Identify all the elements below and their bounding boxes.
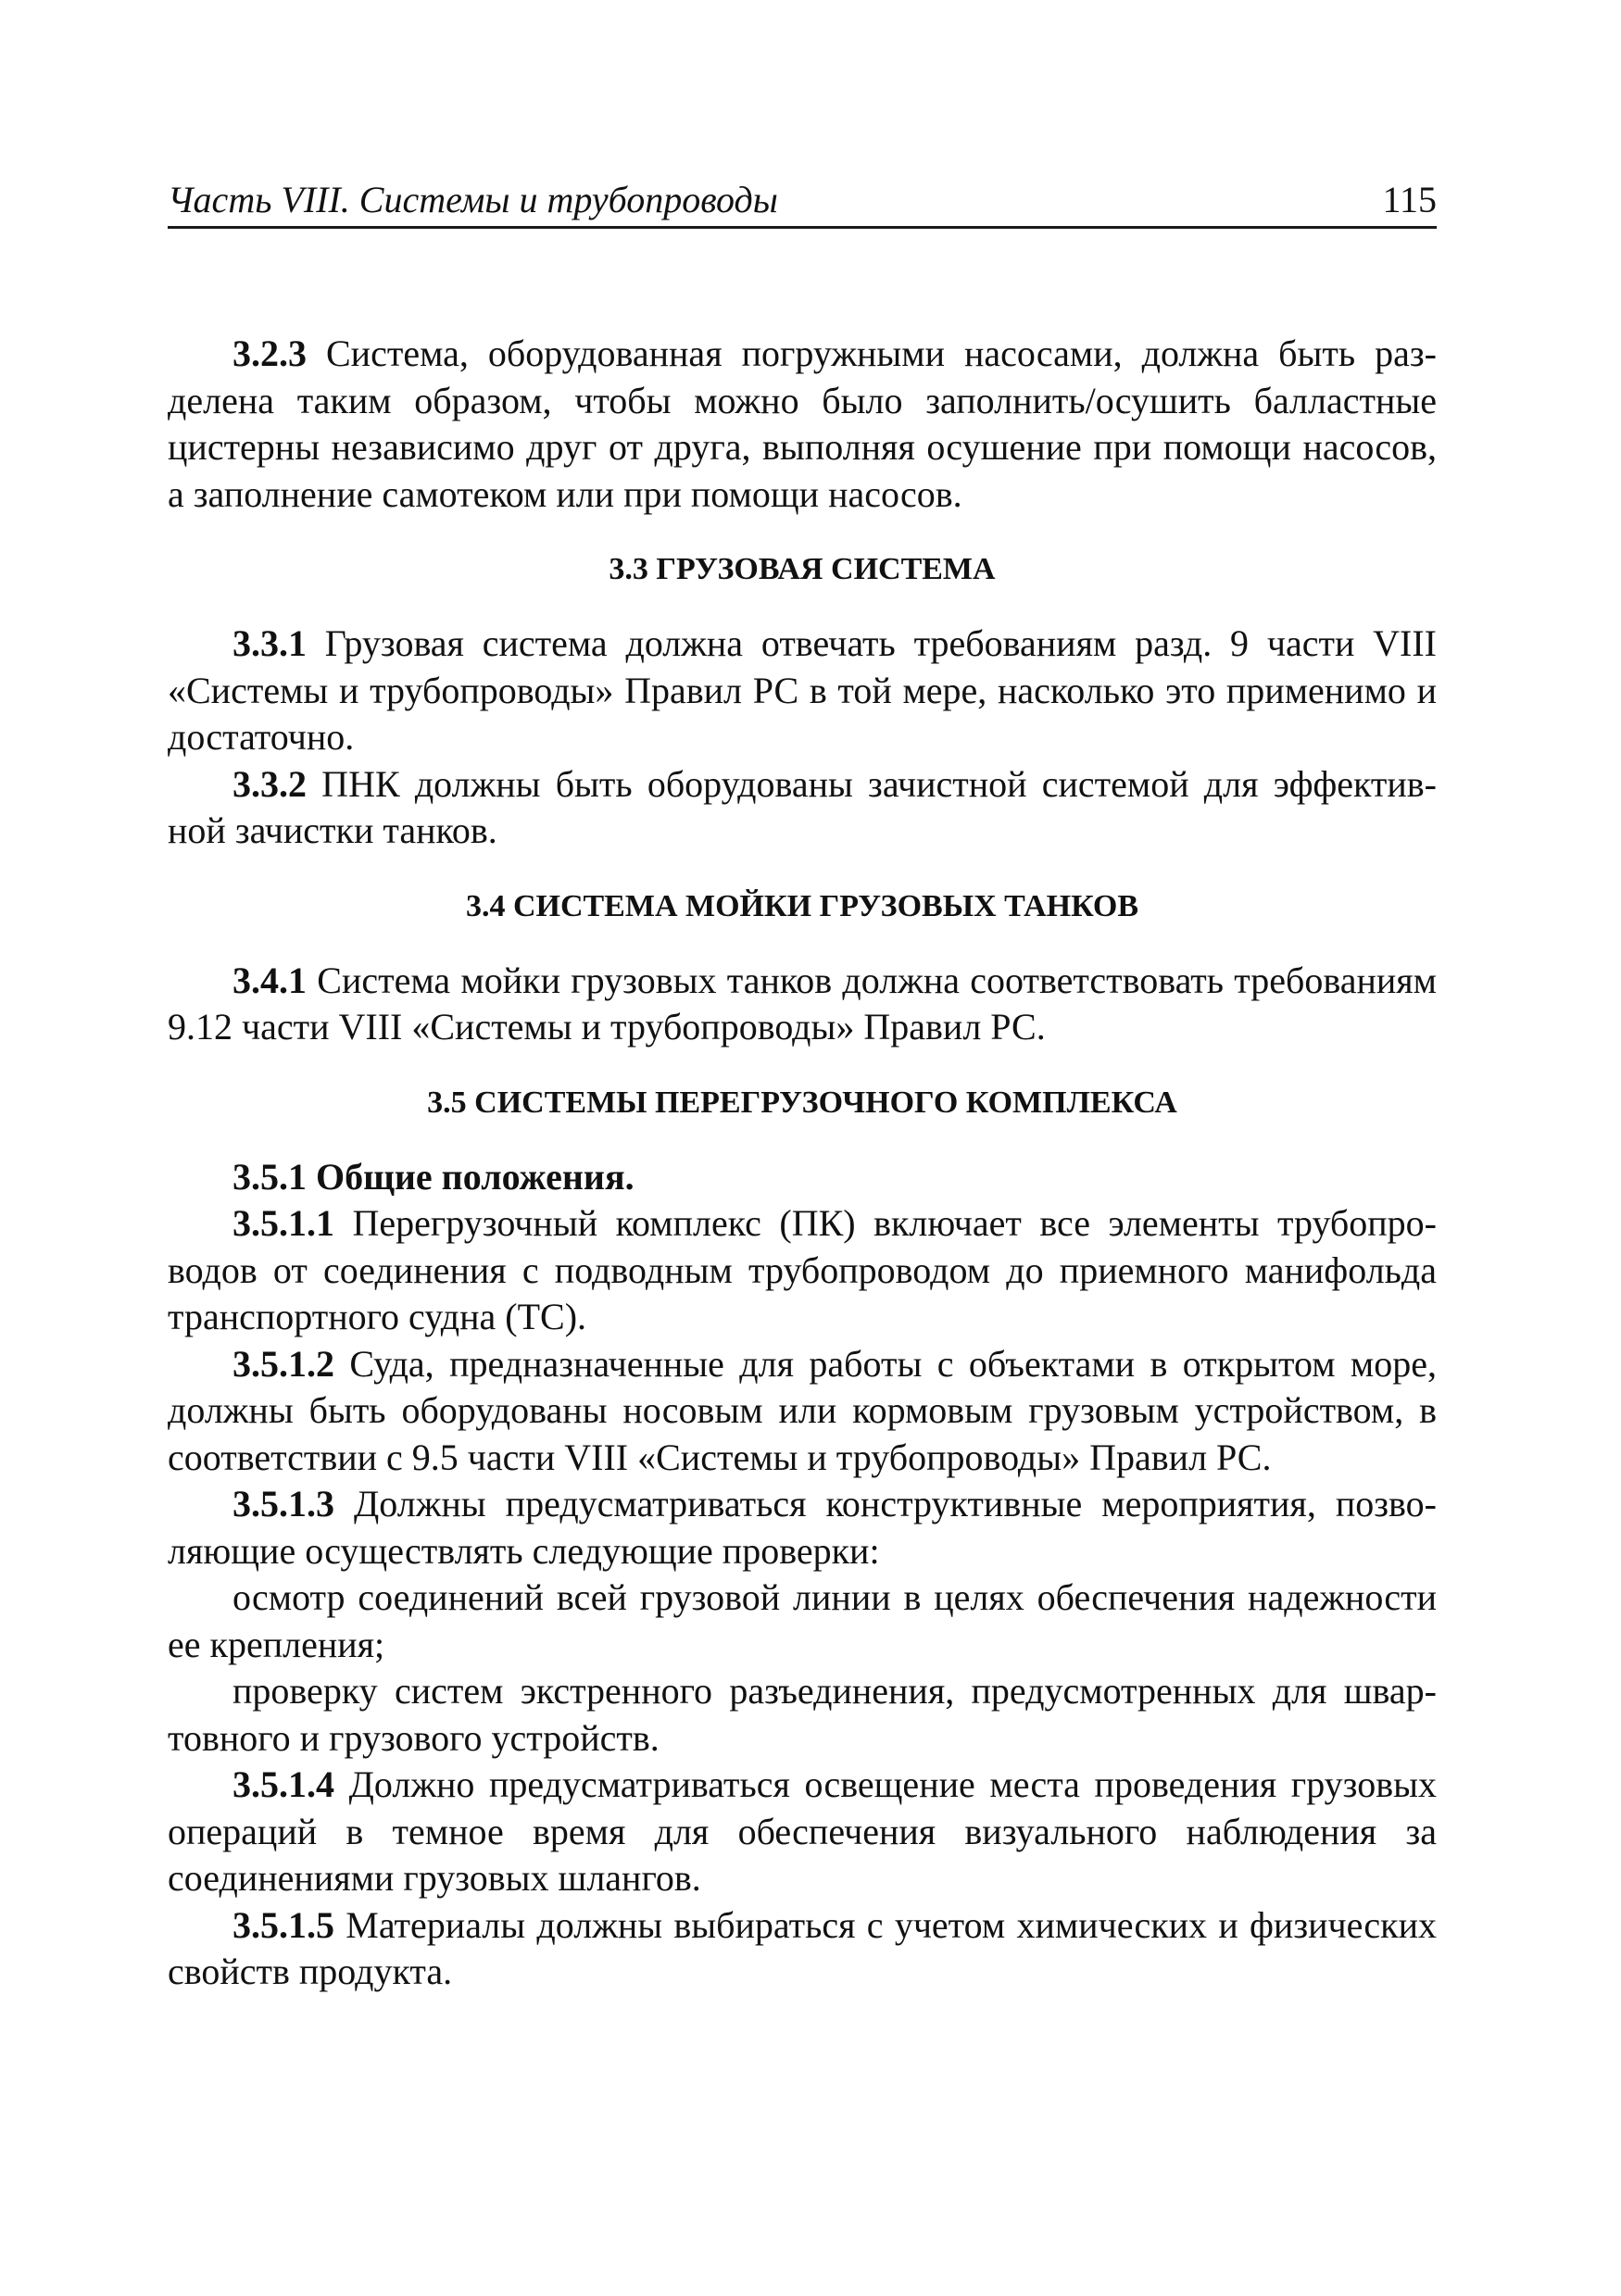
paragraph-text: осмотр соединений всей грузовой линии в целях обеспечения надежности ее крепления; bbox=[168, 1576, 1437, 1665]
paragraph-text: Материалы должны выбираться с учетом химических и физических свойств продукта. bbox=[168, 1903, 1437, 1992]
paragraph-text: проверку систем экстренного разъединения, предусмотренных для швартовного и грузового устройств. bbox=[168, 1670, 1437, 1759]
list-item-inspection bbox=[168, 1575, 1437, 1668]
paragraph-text: Должно предусматриваться освещение места проведения грузовых операций в темное время для обеспечения визуального наблюдения за соединениями грузовых шлангов. bbox=[168, 1763, 1437, 1899]
clause-number: 3.2.3 bbox=[232, 332, 307, 374]
paragraph-text: Должны предусматриваться конструктивные мероприятия, позволяющие осуществлять следующие проверки: bbox=[168, 1483, 1437, 1572]
section-heading-3-4: 3.4 СИСТЕМА МОЙКИ ГРУЗОВЫХ ТАНКОВ bbox=[465, 888, 1139, 923]
paragraph-3-3-2 bbox=[168, 761, 1437, 855]
clause-number: 3.5.1.5 bbox=[232, 1903, 334, 1946]
running-header bbox=[168, 174, 1437, 229]
clause-number: 3.3.1 bbox=[232, 622, 307, 664]
paragraph-3-3-1 bbox=[168, 621, 1437, 761]
subsection-heading-3-5-1 bbox=[168, 1154, 1437, 1201]
paragraph-text: Система мойки грузовых танков должна соответствовать требованиям 9.12 части VIII «Системы и трубопроводы» Правил РС. bbox=[168, 959, 1437, 1048]
section-heading-3-3: 3.3 ГРУЗОВАЯ СИСТЕМА bbox=[609, 552, 996, 586]
paragraph-3-5-1-1 bbox=[168, 1200, 1437, 1341]
running-title: Часть VIII. Системы и трубопроводы bbox=[168, 179, 778, 220]
clause-number: 3.3.2 bbox=[232, 762, 307, 805]
paragraph-text: Суда, предназначенные для работы с объектами в открытом море, должны быть оборудованы носовым или кормовым грузовым устройством, в соответствии с 9.5 части VIII «Системы и трубопроводы» Правил РС. bbox=[168, 1342, 1437, 1478]
paragraph-3-4-1 bbox=[168, 958, 1437, 1051]
section-heading-3-5: 3.5 СИСТЕМЫ ПЕРЕГРУЗОЧНОГО КОМПЛЕКСА bbox=[427, 1085, 1177, 1120]
paragraph-3-5-1-3 bbox=[168, 1481, 1437, 1575]
paragraph-text: Система, оборудованная погружными насосами, должна быть разделена таким образом, чтобы можно было заполнить/осушить балластные цистерны независимо друг от друга, выполняя осушение при помощи насосов, а заполнение самотеком или при помощи насосов. bbox=[168, 332, 1437, 515]
page-number: 115 bbox=[1382, 179, 1437, 220]
paragraph-3-5-1-5 bbox=[168, 1902, 1437, 1996]
paragraph-text: Перегрузочный комплекс (ПК) включает все элементы трубопроводов от соединения с подводным трубопроводом до приемного манифольда транспортного судна (ТС). bbox=[168, 1202, 1437, 1337]
paragraph-text: Грузовая система должна отвечать требованиям разд. 9 части VIII «Системы и трубопроводы» Правил РС в той мере, насколько это применимо и достаточно. bbox=[168, 622, 1437, 758]
paragraph-3-5-1-4 bbox=[168, 1762, 1437, 1902]
clause-number: 3.5.1.1 bbox=[232, 1202, 334, 1244]
clause-number: 3.5.1.2 bbox=[232, 1342, 334, 1385]
list-item-disconnect-check bbox=[168, 1668, 1437, 1762]
clause-number: 3.4.1 bbox=[232, 959, 307, 1001]
paragraph-text: ПНК должны быть оборудованы зачистной системой для эффективной зачистки танков. bbox=[168, 762, 1437, 851]
paragraph-3-5-1-2 bbox=[168, 1341, 1437, 1482]
paragraph-3-2-3 bbox=[168, 331, 1437, 518]
page-body bbox=[168, 331, 1437, 1996]
clause-number: 3.5.1 Общие положения. bbox=[232, 1155, 635, 1198]
clause-number: 3.5.1.4 bbox=[232, 1763, 334, 1805]
clause-number: 3.5.1.3 bbox=[232, 1483, 334, 1524]
